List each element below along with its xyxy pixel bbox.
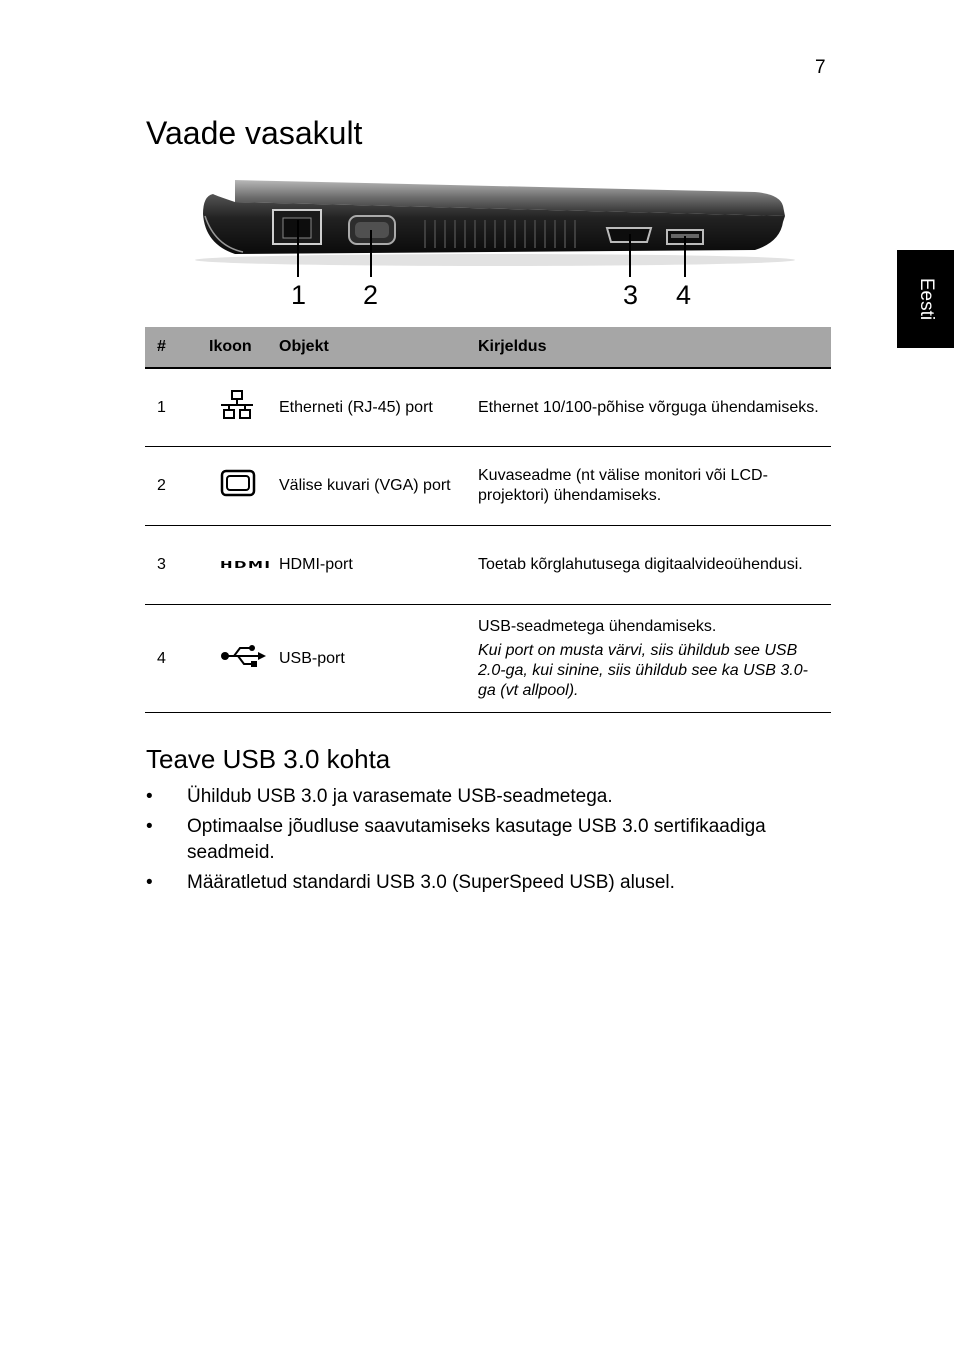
section-title: Teave USB 3.0 kohta (146, 744, 391, 774)
language-tab (897, 250, 954, 348)
list-item (146, 870, 836, 896)
bullet-list (146, 784, 836, 900)
page-title: Vaade vasakult (146, 115, 363, 151)
laptop-left-side-illustration (195, 172, 795, 322)
row-num: 1 (145, 368, 202, 447)
header-num: # (145, 327, 202, 368)
row-description: Toetab kõrglahutusega digitaalvideoühendusi. (478, 556, 803, 573)
vga-icon (220, 469, 256, 497)
table-row (145, 368, 831, 447)
row-num: 2 (145, 447, 202, 526)
row-object: HDMI-port (279, 526, 478, 605)
bullet-text: Ühildub USB 3.0 ja varasemate USB-seadmetega. (187, 786, 613, 807)
row-object: Etherneti (RJ-45) port (279, 368, 478, 447)
page-number: 7 (815, 57, 826, 78)
list-item (146, 814, 836, 866)
callout-2: 2 (363, 280, 379, 310)
usb-icon (220, 644, 268, 668)
row-description: Ethernet 10/100-põhise võrguga ühendamiseks. (478, 398, 819, 416)
hdmi-icon: HDMI (220, 560, 272, 571)
row-object: Välise kuvari (VGA) port (279, 447, 478, 526)
bullet-dot: • (146, 872, 153, 893)
ports-table (145, 327, 831, 713)
bullet-text: Optimaalse jõudluse saavutamiseks kasutage USB 3.0 sertifikaadiga seadmeid. (187, 816, 766, 863)
row-num: 3 (145, 526, 202, 605)
table-row (145, 526, 831, 605)
table-header-row (145, 327, 831, 368)
callout-3: 3 (623, 280, 639, 310)
bullet-dot: • (146, 786, 153, 807)
bullet-text: Määratletud standardi USB 3.0 (SuperSpeed USB) alusel. (187, 872, 675, 893)
header-icon: Ikoon (202, 327, 279, 368)
row-description: USB-seadmetega ühendamiseks. (478, 617, 717, 635)
row-object: USB-port (279, 605, 478, 713)
language-tab-label: Eesti (915, 277, 937, 321)
callout-4: 4 (676, 280, 692, 310)
bullet-dot: • (146, 816, 153, 837)
ethernet-icon (220, 390, 254, 420)
list-item (146, 784, 836, 810)
row-note: Kui port on musta värvi, siis ühildub see USB 2.0-ga, kui sinine, siis ühildub see ka USB 3.0-ga (vt allpool). (478, 641, 808, 699)
row-num: 4 (145, 605, 202, 713)
callout-1: 1 (291, 280, 307, 310)
row-description: Kuvaseadme (nt välise monitori või LCD-projektori) ühendamiseks. (478, 467, 768, 504)
table-row (145, 447, 831, 526)
table-row (145, 605, 831, 713)
header-object: Objekt (279, 327, 478, 368)
laptop-shadow (195, 254, 795, 266)
header-description: Kirjeldus (478, 327, 831, 368)
